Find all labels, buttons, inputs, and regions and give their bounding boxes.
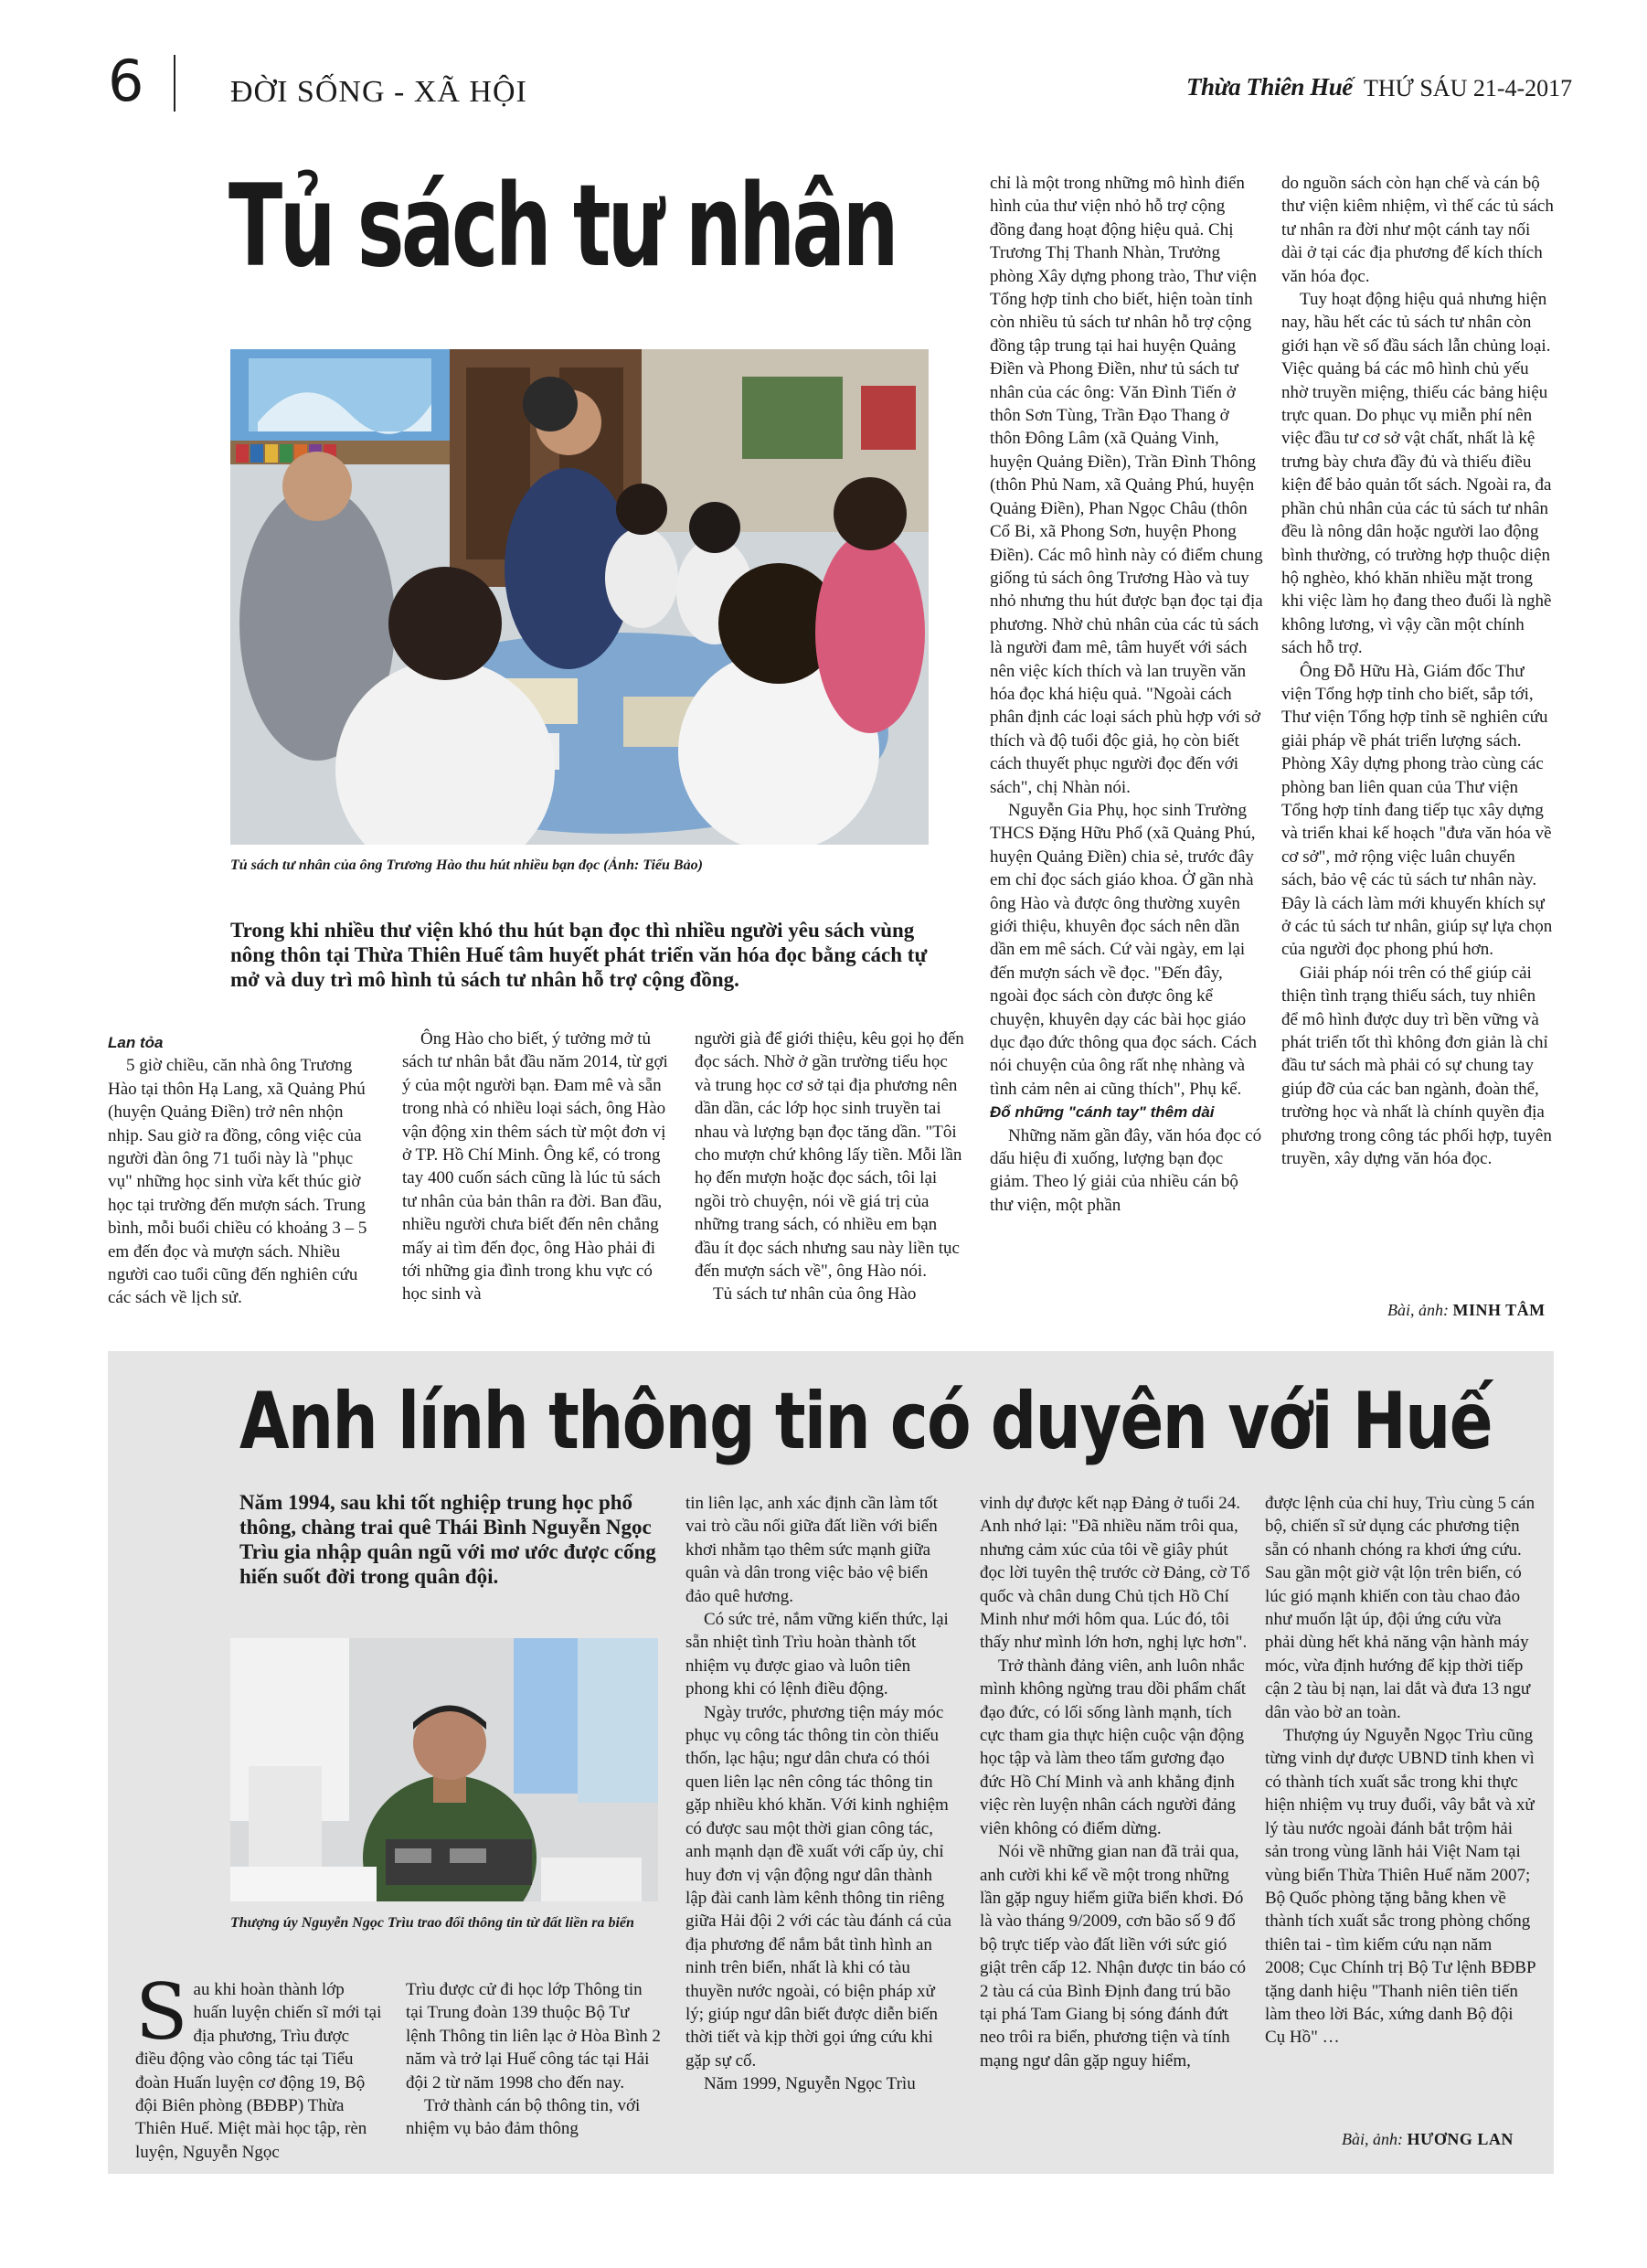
paragraph: Ngày trước, phương tiện máy móc phục vụ công tác thông tin còn thiếu thốn, lạc hậu; ngư dân chưa có thói quen liên lạc nên công tác thông tin gặp nhiều khó khăn. Với kinh nghiệm có được sau một thời gian công tác, anh mạnh dạn đề xuất với cấp ủy, chỉ huy đơn vị vận động ngư dân thành lập đài canh làm kênh thông tin riêng giữa Hải đội 2 với các tàu đánh cá của địa phương để nắm bắt tình hình an ninh trên biển, nhất là khi có tàu thuyền nước ngoài, có biện pháp xử lý; giúp ngư dân biết được diễn biến thời tiết và kịp thời gọi ứng cứu khi gặp sự cố. xyxy=(685,1702,951,2071)
paragraph: Có sức trẻ, nắm vững kiến thức, lại sẵn nhiệt tình Trìu hoàn thành tốt nhiệm vụ được giao và luôn tiên phong khi có lệnh điều động. xyxy=(685,1610,949,1699)
paragraph: Năm 1999, Nguyễn Ngọc Trìu xyxy=(704,2074,916,2094)
byline-author: MINH TÂM xyxy=(1452,1301,1546,1319)
article1-byline xyxy=(1387,1301,1546,1320)
byline-prefix: Bài, ảnh: xyxy=(1387,1301,1449,1319)
paragraph: Nguyễn Gia Phụ, học sinh Trường THCS Đặng Hữu Phổ (xã Quảng Phú, huyện Quảng Điền) chia sẻ, trước đây em chỉ đọc sách giáo khoa. Ở gần nhà ông Hào và được ông thường xuyên giới thiệu, khuyên đọc sách nên dần dần em mê sách. Cứ vài ngày, em lại đến mượn sách về đọc. "Đến đây, ngoài đọc sách còn được ông kể chuyện, khuyên dạy các bài học giáo dục đạo đức thông qua đọc sách. Cách nói chuyện của ông rất nhẹ nhàng và tình cảm nên ai cũng thích", Phụ kể. xyxy=(990,800,1258,1099)
article1-lead: Trong khi nhiều thư viện khó thu hút bạn đọc thì nhiều người yêu sách vùng nông thôn tại Thừa Thiên Huế tâm huyết phát triển văn hóa đọc bằng cách tự mở và duy trì mô hình tủ sách tư nhân hỗ trợ cộng đồng. xyxy=(230,919,928,991)
paragraph: Tuy hoạt động hiệu quả nhưng hiện nay, hầu hết các tủ sách tư nhân còn giới hạn về số đầu sách lẫn chủng loại. Việc quảng bá các mô hình chủ yếu nhờ truyền miệng, thiếu các bảng hiệu trực quan. Do phục vụ miễn phí nên việc đầu tư cơ sở vật chất, nhất là kệ trưng bày chưa đầy đủ và thiếu điều kiện để bảo quản tốt sách. Ngoài ra, đa phần chủ nhân của các tủ sách tư nhân đều là nông dân hoặc người lao động bình thường, có trường hợp thuộc diện hộ nghèo, khó khăn nhiều mặt trong khi việc làm họ đang theo đuổi là nghề không lương, vì vậy cần một chính sách hỗ trợ. xyxy=(1281,290,1552,658)
article2-column-1 xyxy=(135,1967,382,2164)
radio-operator-illustration xyxy=(230,1638,658,1901)
article2-photo-caption: Thượng úy Nguyễn Ngọc Trìu trao đổi thông tin từ đất liền ra biển xyxy=(230,1915,634,1931)
article1-column-5 xyxy=(1281,172,1554,1170)
paragraph: Trìu được cử đi học lớp Thông tin tại Trung đoàn 139 thuộc Bộ Tư lệnh Thông tin liên lạc ở Hòa Bình 2 năm và trở lại Huế công tác tại Hải đội 2 từ năm 1998 cho đến nay. xyxy=(406,1980,661,2092)
paragraph: người già để giới thiệu, kêu gọi họ đến đọc sách. Nhờ ở gần trường tiểu học và trung học cơ sở tại địa phương nên dần dần, các lớp học sinh truyền tai nhau và lượng bạn đọc tăng dần. "Tôi cho mượn chứ không lấy tiền. Mỗi lần họ đến mượn hoặc đọc sách, tôi lại ngồi trò chuyện, nói về giá trị của những trang sách, có nhiều em bạn đầu ít đọc sách nhưng sau này liền tục đến mượn sách về", ông Hào nói. xyxy=(695,1029,964,1282)
article2-byline xyxy=(1342,2130,1514,2149)
paragraph: do nguồn sách còn hạn chế và cán bộ thư viện kiêm nhiệm, vì thế các tủ sách tư nhân ra đời như một cánh tay nối dài ở tại các địa phương để kích thích văn hóa đọc. xyxy=(1281,174,1554,286)
article1-column-4 xyxy=(990,172,1264,1217)
paragraph: Ông Đỗ Hữu Hà, Giám đốc Thư viện Tổng hợp tỉnh cho biết, sắp tới, Thư viện Tổng hợp tỉnh sẽ nghiên cứu giải pháp về phát triển lượng sách. Phòng Xây dựng phong trào cùng các phòng ban liên quan của Thư viện Tổng hợp tỉnh đang tiếp tục xây dựng và triển khai kế hoạch "đưa văn hóa về cơ sở", mở rộng việc luân chuyển sách, bảo vệ các tủ sách tư nhân này. Đây là cách làm mới khuyến khích sự ở các tủ sách tư nhân, giúp sự lựa chọn của người đọc phong phú hơn. xyxy=(1281,661,1553,960)
paragraph: tin liên lạc, anh xác định cần làm tốt vai trò cầu nối giữa đất liền với biển khơi nhằm tạo thêm sức mạnh giữa quân và dân trong việc bảo vệ biển đảo quê hương. xyxy=(685,1494,938,1606)
newspaper-brand: Thừa Thiên Huế xyxy=(1186,73,1353,101)
paragraph xyxy=(135,1967,382,2164)
paragraph: Những năm gần đây, văn hóa đọc có dấu hiệu đi xuống, lượng bạn đọc giảm. Theo lý giải của nhiều cán bộ thư viện, một phần xyxy=(990,1125,1262,1215)
drop-cap: S xyxy=(135,1967,188,2057)
article1-photo xyxy=(230,349,929,845)
paragraph: Thượng úy Nguyễn Ngọc Trìu cũng từng vinh dự được UBND tỉnh khen vì có thành tích xuất sắc trong khi thực hiện nhiệm vụ truy đuổi, vây bắt và xử lý tàu nước ngoài đánh bắt trộm hải sản trong vùng lãnh hải Việt Nam tại vùng biển Thừa Thiên Huế năm 2007; Bộ Quốc phòng tặng bằng khen về thành tích xuất sắc trong phòng chống thiên tai - tìm kiếm cứu nạn năm 2008; Cục Chính trị Bộ Tư lệnh BĐBP tặng danh hiệu "Thanh niên tiên tiến làm theo lời Bác, xứng danh Bộ đội Cụ Hồ" … xyxy=(1265,1726,1535,2048)
page-number: 6 xyxy=(108,48,144,114)
issue-date: THỨ SÁU 21-4-2017 xyxy=(1364,75,1573,101)
article2-column-2 xyxy=(406,1978,662,2141)
paragraph: Trở thành đảng viên, anh luôn nhắc mình không ngừng trau dồi phẩm chất đạo đức, có lối sống lành mạnh, tích cực tham gia thực hiện cuộc vận động học tập và làm theo tấm gương đạo đức Hồ Chí Minh và anh khẳng định việc rèn luyện nhân cách người đảng viên không có điểm dừng. xyxy=(980,1656,1247,1838)
paragraph: Ông Hào cho biết, ý tưởng mở tủ sách tư nhân bắt đầu năm 2014, từ gợi ý của một người bạn. Đam mê và sẵn trong nhà có nhiều loại sách, ông Hào vận động xin thêm sách từ một đơn vị ở TP. Hồ Chí Minh. Ông kể, có trong tay 400 cuốn sách cũng là lúc tủ sách tư nhân của bản thân ra đời. Ban đầu, nhiều người chưa biết đến nên chẳng mấy ai tìm đến đọc, ông Hào phải đi tới những gia đình trong khu vực có học sinh và xyxy=(402,1029,668,1304)
article2-column-5 xyxy=(1265,1492,1535,2050)
paragraph: Tủ sách tư nhân của ông Hào xyxy=(713,1284,917,1304)
article2-headline: Anh lính thông tin có duyên với Huế xyxy=(239,1376,1492,1467)
paragraph: Giải pháp nói trên có thể giúp cải thiện tình trạng thiếu sách, tuy nhiên để mô hình được duy trì bền vững và phát triển tốt thì không đơn giản là chỉ đầu tư sách mà phải có sự chung tay giúp đỡ của các ban ngành, đoàn thể, trường học và nhất là chính quyền địa phương trong công tác phối hợp, tuyên truyền, xây dựng văn hóa đọc. xyxy=(1281,963,1552,1169)
article2-column-4 xyxy=(980,1492,1250,2072)
article1-column-1 xyxy=(108,1031,378,1310)
paragraph: vinh dự được kết nạp Đảng ở tuổi 24. Anh nhớ lại: "Đã nhiều năm trôi qua, nhưng cảm xúc của tôi về giây phút đọc lời tuyên thệ trước cờ Đảng, cờ Tổ quốc và chân dung Chủ tịch Hồ Chí Minh như mới hôm qua. Lúc đó, tôi thấy như mình lớn hơn, nghị lực hơn". xyxy=(980,1494,1250,1653)
paragraph-text: au khi hoàn thành lớp huấn luyện chiến sĩ mới tại địa phương, Trìu được điều động vào công tác tại Tiểu đoàn Huấn luyện cơ động 19, Bộ đội Biên phòng (BĐBP) Thừa Thiên Huế. Miệt mài học tập, rèn luyện, Nguyễn Ngọc xyxy=(135,1980,382,2162)
article1-subhead-2: Đổ những "cánh tay" thêm dài xyxy=(990,1103,1215,1122)
byline-author: HƯƠNG LAN xyxy=(1407,2130,1514,2148)
article1-column-3 xyxy=(695,1028,965,1306)
article2-lead: Năm 1994, sau khi tốt nghiệp trung học phổ thông, chàng trai quê Thái Bình Nguyễn Ngọc Trìu gia nhập quân ngũ với mơ ước được cống hiến suốt đời trong quân đội. xyxy=(239,1491,656,1588)
article1-subhead-1: Lan tỏa xyxy=(108,1034,164,1051)
paragraph: Nói về những gian nan đã trải qua, anh cười khi kể về một trong những lần gặp nguy hiểm giữa biển khơi. Đó là vào tháng 9/2009, cơn bão số 9 đổ bộ trực tiếp vào đất liền với sức gió giật trên cấp 12. Nhận được tin báo có 2 tàu cá của Bình Định đang trú bão tại phá Tam Giang bị sóng đánh đứt neo trôi ra biển, phương tiện và tính mạng ngư dân gặp nguy hiểm, xyxy=(980,1842,1247,2071)
article2-photo xyxy=(230,1638,658,1901)
article1-photo-caption: Tủ sách tư nhân của ông Trương Hào thu hút nhiều bạn đọc (Ảnh: Tiểu Bảo) xyxy=(230,857,703,873)
byline-prefix: Bài, ảnh: xyxy=(1342,2130,1403,2148)
paragraph: 5 giờ chiều, căn nhà ông Trương Hào tại thôn Hạ Lang, xã Quảng Phú (huyện Quảng Điền) trở nên nhộn nhịp. Sau giờ ra đồng, công việc của người đàn ông 71 tuổi này là "phục vụ" những học sinh vừa kết thúc giờ học tại trường đến mượn sách. Trung bình, mỗi buổi chiều có khoảng 3 – 5 em đến đọc và mượn sách. Nhiều người cao tuổi cũng đến nghiên cứu các sách về lịch sử. xyxy=(108,1056,367,1308)
header-divider xyxy=(174,55,175,112)
article1-headline: Tủ sách tư nhân xyxy=(228,161,896,293)
article1-column-2 xyxy=(402,1028,673,1306)
paragraph: chỉ là một trong những mô hình điển hình của thư viện nhỏ hỗ trợ cộng đồng đang hoạt động hiệu quả. Chị Trương Thị Thanh Nhàn, Trưởng phòng Xây dựng phong trào, Thư viện Tổng hợp tỉnh cho biết, hiện toàn tỉnh còn nhiều tủ sách tư nhân hỗ trợ cộng đồng tập trung tại hai huyện Quảng Điền và Phong Điền, như tủ sách tư nhân của các ông: Văn Đình Tiến ở thôn Sơn Tùng, Trần Đạo Thang ở thôn Đông Lâm (xã Quảng Vinh, huyện Quảng Điền), Trần Đình Thông (thôn Phủ Nam, xã Quảng Phú, huyện Quảng Điền), Phan Ngọc Châu (thôn Cổ Bi, xã Phong Sơn, huyện Phong Điền). Các mô hình này có điểm chung giống tủ sách ông Trương Hào và tuy nhỏ nhưng thu hút được bạn đọc tại địa phương. Nhờ chủ nhân của các tủ sách là người đam mê, tâm huyết với sách nên việc kích thích và lan truyền văn hóa đọc khá hiệu quả. "Ngoài cách phân định các loại sách phù hợp với sở thích và độ tuổi độc giả, họ còn biết cách thuyết phục người đọc đến với sách", chị Nhàn nói. xyxy=(990,174,1263,797)
article2-column-3 xyxy=(685,1492,956,2096)
reading-room-illustration xyxy=(230,349,929,845)
paragraph: Trở thành cán bộ thông tin, với nhiệm vụ bảo đảm thông xyxy=(406,2096,641,2139)
section-title: ĐỜI SỐNG - XÃ HỘI xyxy=(230,75,527,109)
paragraph: được lệnh của chỉ huy, Trìu cùng 5 cán bộ, chiến sĩ sử dụng các phương tiện sẵn có nhanh chóng ra khơi ứng cứu. Sau gần một giờ vật lộn trên biển, có lúc gió mạnh khiến con tàu chao đảo như muốn lật úp, đội ứng cứu vừa phải dùng hết khả năng vận hành máy móc, vừa định hướng để kịp thời tiếp cận 2 tàu bị nạn, lai dắt và đưa 13 ngư dân vào bờ an toàn. xyxy=(1265,1494,1535,1722)
